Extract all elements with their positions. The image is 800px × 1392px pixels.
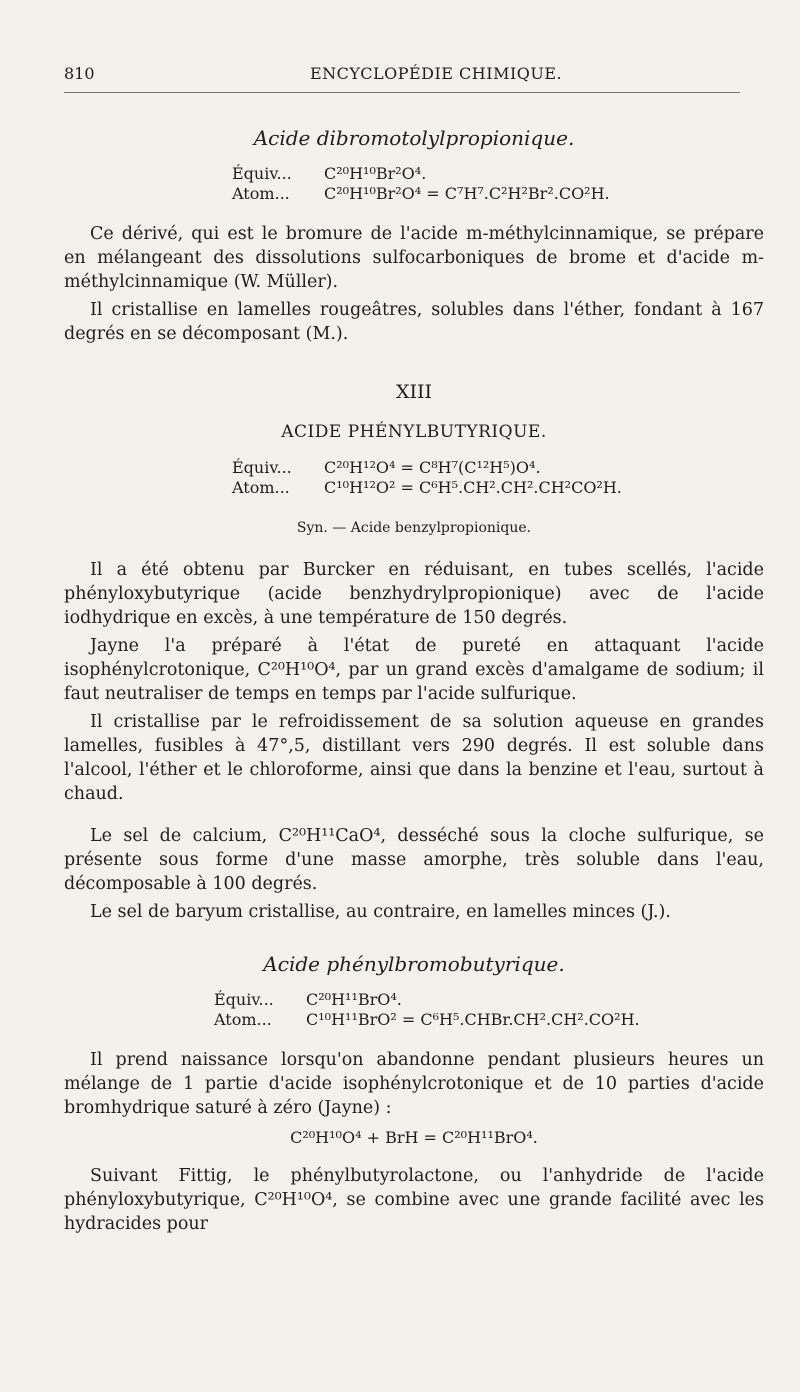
running-title: ENCYCLOPÉDIE CHIMIQUE. xyxy=(310,64,563,83)
atom-line xyxy=(214,1010,764,1030)
paragraph: Le sel de baryum cristallise, au contraire, en lamelles minces (J.). xyxy=(90,902,671,922)
spacer xyxy=(64,810,764,824)
page-number: 810 xyxy=(64,64,95,83)
equiv-label: Équiv... xyxy=(232,458,292,477)
equiv-formula: C²⁰H¹¹BrO⁴. xyxy=(306,990,402,1009)
atom-label: Atom... xyxy=(232,478,290,497)
formula-block-3 xyxy=(214,990,764,1030)
equiv-line xyxy=(232,458,764,478)
paragraph: Suivant Fittig, le phénylbutyrolactone, ou l'anhydride de l'acide phényloxybutyrique, C²⁰H¹⁰O⁴, se combine avec une grande facilité avec les hydracides pour xyxy=(64,1166,764,1234)
atom-line xyxy=(232,478,764,498)
formula-block-1 xyxy=(232,164,764,204)
atom-label: Atom... xyxy=(232,184,290,203)
atom-formula: C²⁰H¹⁰Br²O⁴ = C⁷H⁷.C²H²Br².CO²H. xyxy=(324,184,610,203)
atom-label: Atom... xyxy=(214,1010,272,1029)
atom-formula: C¹⁰H¹¹BrO² = C⁶H⁵.CHBr.CH².CH².CO²H. xyxy=(306,1010,640,1029)
equiv-formula: C²⁰H¹⁰Br²O⁴. xyxy=(324,164,427,183)
atom-line xyxy=(232,184,764,204)
equiv-line xyxy=(232,164,764,184)
synonym-line: Syn. — Acide benzylpropionique. xyxy=(296,520,532,536)
page-header xyxy=(64,64,740,88)
equiv-formula: C²⁰H¹²O⁴ = C⁸H⁷(C¹²H⁵)O⁴. xyxy=(324,458,541,477)
atom-formula: C¹⁰H¹²O² = C⁶H⁵.CH².CH².CH²CO²H. xyxy=(324,478,622,497)
reaction-equation: C²⁰H¹⁰O⁴ + BrH = C²⁰H¹¹BrO⁴. xyxy=(290,1128,538,1147)
paragraph: Il prend naissance lorsqu'on abandonne pendant plusieurs heures un mélange de 1 partie d'acide isophénylcrotonique et de 10 parties d'acide bromhydrique saturé à zéro (Jayne) : xyxy=(64,1050,764,1118)
section-number: XIII xyxy=(395,381,433,403)
section-title-phenylbromobutyrique: Acide phénylbromobutyrique. xyxy=(263,952,565,976)
equiv-line xyxy=(214,990,764,1010)
page-content xyxy=(64,118,764,1240)
paragraph: Ce dérivé, qui est le bromure de l'acide m-méthylcinnamique, se prépare en mélangeant des dissolutions sulfocarboniques de brome et d'acide m-méthylcinnamique (W. Müller). xyxy=(64,224,764,292)
equiv-label: Équiv... xyxy=(232,164,292,183)
paragraph: Il a été obtenu par Burcker en réduisant, en tubes scellés, l'acide phényloxybutyrique (acide benzhydrylpropionique) avec de l'acide iodhydrique en excès, à une température de 150 degrés. xyxy=(64,560,764,628)
paragraph: Le sel de calcium, C²⁰H¹¹CaO⁴, desséché sous la cloche sulfurique, se présente sous forme d'une masse amorphe, très soluble dans l'eau, décomposable à 100 degrés. xyxy=(64,826,764,894)
section-title-phenylbutyrique: ACIDE PHÉNYLBUTYRIQUE. xyxy=(281,422,547,442)
paragraph: Il cristallise en lamelles rougeâtres, solubles dans l'éther, fondant à 167 degrés en se décomposant (M.). xyxy=(64,300,764,344)
paragraph: Jayne l'a préparé à l'état de pureté en attaquant l'acide isophénylcrotonique, C²⁰H¹⁰O⁴, par un grand excès d'amalgame de sodium; il faut neutraliser de temps en temps par l'acide sulfurique. xyxy=(64,636,764,704)
section-title-dibromotolylpropionique: Acide dibromotolylpropionique. xyxy=(253,126,575,150)
paragraph: Il cristallise par le refroidissement de sa solution aqueuse en grandes lamelles, fusibles à 47°,5, distillant vers 290 degrés. Il est soluble dans l'alcool, l'éther et le chloroforme, ainsi que dans la benzine et l'eau, surtout à chaud. xyxy=(64,712,764,804)
equiv-label: Équiv... xyxy=(214,990,274,1009)
formula-block-2 xyxy=(232,458,764,498)
header-rule xyxy=(64,92,740,93)
